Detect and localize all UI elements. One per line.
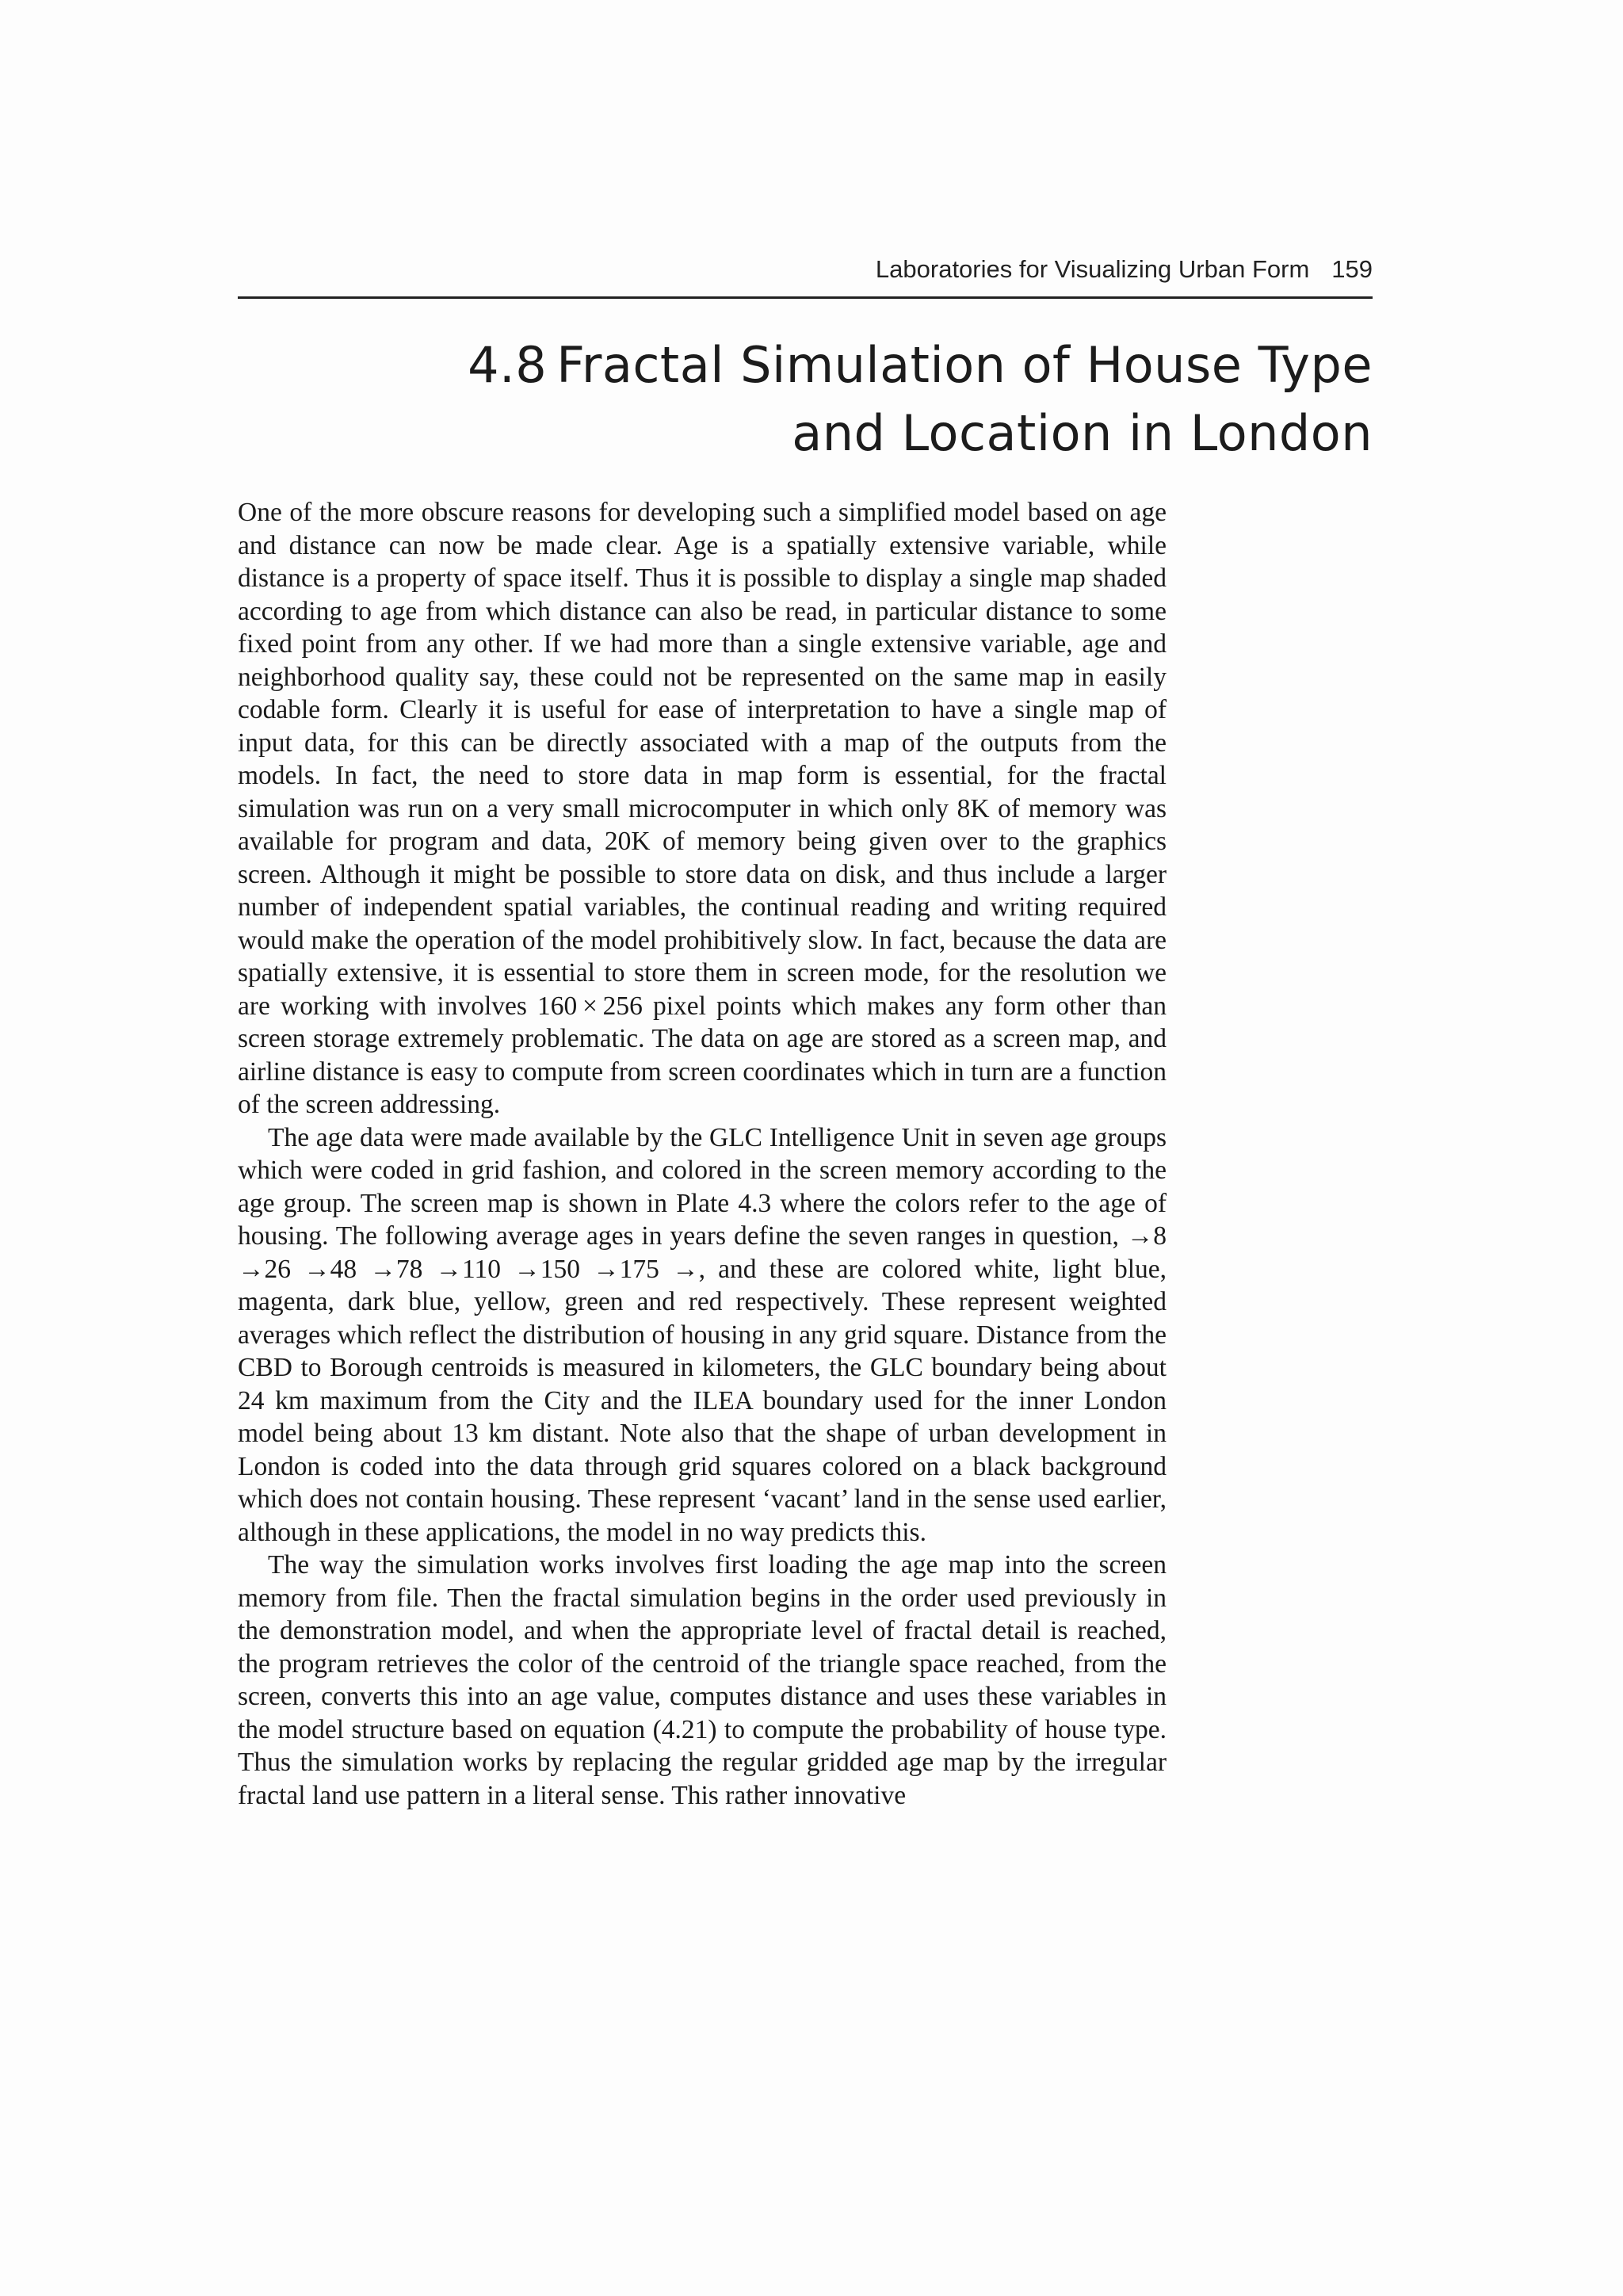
section-title: Fractal Simulation of House Type and Location in London xyxy=(556,336,1373,462)
paragraph: The way the simulation works involves first loading the age map into the screen memory from file. Then the fractal simulation begins in the order used previously in the demonstration model, and when the appropriate level of fractal detail is reached, the program retrieves the color of the centroid of the triangle space reached, from the screen, converts this into an age value, computes distance and uses these variables in the model structure based on equation (4.21) to compute the probability of house type. Thus the simulation works by replacing the regular gridded age map by the irregular fractal land use pattern in a literal sense. This rather innovative xyxy=(238,1550,1167,1810)
body-text xyxy=(238,496,1167,1812)
header-rule xyxy=(238,296,1373,299)
paragraph: The age data were made available by the GLC Intelligence Unit in seven age groups which were coded in grid fashion, and colored in the screen memory according to the age group. The screen map is shown in Plate 4.3 where the colors refer to the age of housing. The following average ages in years define the seven ranges in question, →8 →26 →48 →78 →110 →150 →175 →, and these are colored white, light blue, magenta, dark blue, yellow, green and red respectively. These represent weighted averages which reflect the distribution of housing in any grid square. Distance from the CBD to Borough centroids is measured in kilometers, the GLC boundary being about 24 km maximum from the City and the ILEA boundary used for the inner London model being about 13 km distant. Note also that the shape of urban development in London is coded into the data through grid squares colored on a black background which does not contain housing. These represent ‘vacant’ land in the sense used earlier, although in these applications, the model in no way predicts this. xyxy=(238,1122,1167,1547)
paragraph: One of the more obscure reasons for developing such a simplified model based on age and distance can now be made clear. Age is a spatially extensive variable, while distance is a property of space itself. Thus it is possible to display a single map shaded according to age from which distance can also be read, in particular distance to some fixed point from any other. If we had more than a single extensive variable, age and neighborhood quality say, these could not be represented on the same map in easily codable form. Clearly it is useful for ease of interpretation to have a single map of input data, for this can be directly associated with a map of the outputs from the models. In fact, the need to store data in map form is essential, for the fractal simulation was run on a very small microcomputer in which only 8K of memory was available for program and data, 20K of memory being given over to the graphics screen. Although it might be possible to store data on disk, and thus include a larger number of independent spatial variables, the continual reading and writing required would make the operation of the model prohibitively slow. In fact, because the data are spatially extensive, it is essential to store them in screen mode, for the resolution we are working with involves 160 × 256 pixel points which makes any form other than screen storage extremely problematic. The data on age are stored as a screen map, and airline distance is easy to compute from screen coordinates which in turn are a function of the screen addressing. xyxy=(238,498,1167,1119)
running-head-title: Laboratories for Visualizing Urban Form xyxy=(875,255,1310,283)
running-head xyxy=(238,255,1373,296)
page-number: 159 xyxy=(1331,255,1373,283)
section-number: 4.8 xyxy=(468,336,548,394)
section-heading xyxy=(444,331,1373,468)
